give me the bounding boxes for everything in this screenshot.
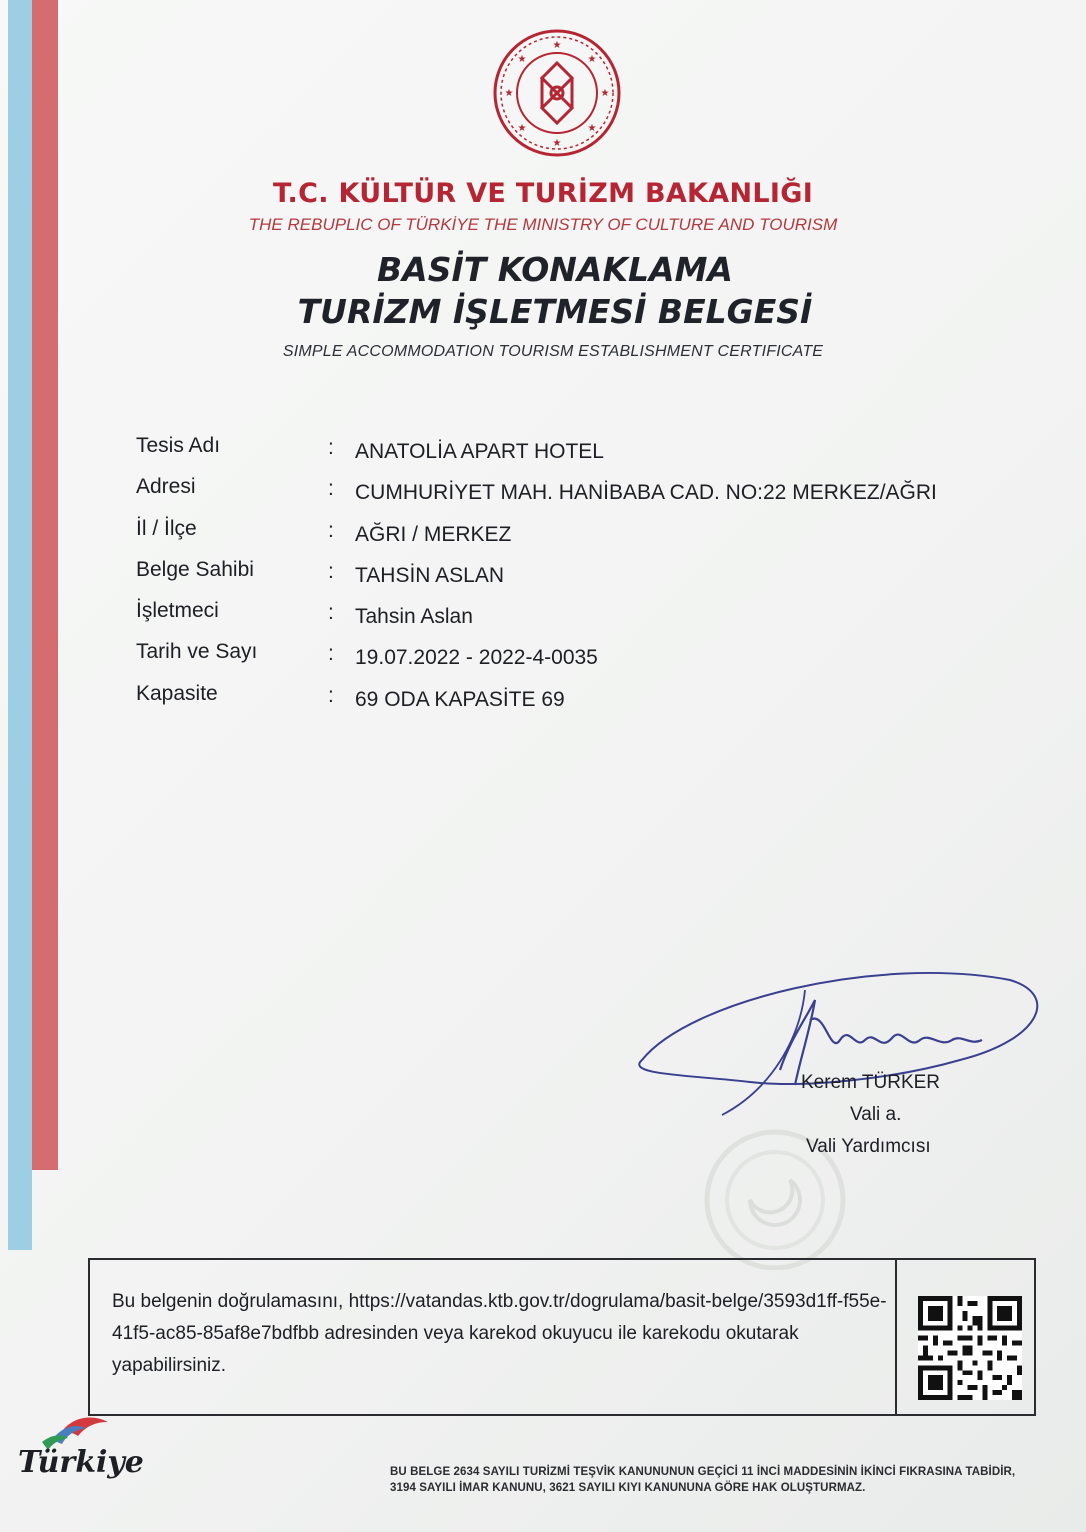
field-colon: : [328,601,334,625]
field-value: TAHSİN ASLAN [355,563,504,587]
field-row-date-number [136,640,1036,681]
certificate-fields [136,434,1036,723]
field-label: Tesis Adı [136,434,221,457]
field-row-operator [136,599,1036,640]
signatory-on-behalf: Vali a. [850,1104,902,1125]
field-value: CUMHURİYET MAH. HANİBABA CAD. NO:22 MERKEZ/AĞRI [355,481,937,505]
certificate-title-line1: BASİT KONAKLAMA [377,250,733,289]
svg-text:★: ★ [587,123,597,134]
field-colon: : [328,477,334,501]
field-value: Tahsin Aslan [355,605,473,629]
field-row-capacity [136,682,1036,723]
certificate-title-en: SIMPLE ACCOMMODATION TOURISM ESTABLISHMENT CERTIFICATE [282,343,824,360]
ministry-name-tr: T.C. KÜLTÜR VE TURİZM BAKANLIĞI [272,178,814,209]
field-row-certificate-holder [136,558,1036,599]
ministry-emblem-icon [492,28,622,158]
svg-text:★: ★ [552,138,562,149]
svg-text:Türkiye: Türkiye [18,1445,144,1480]
field-value: AĞRI / MERKEZ [355,522,512,546]
field-row-facility-name [136,434,1036,475]
svg-text:★: ★ [517,123,527,134]
field-colon: : [328,436,334,459]
verification-box [88,1258,1036,1416]
svg-text:★: ★ [504,88,514,99]
svg-text:★: ★ [552,40,562,51]
signatory-name: Kerem TÜRKER [801,1072,941,1093]
field-label: Belge Sahibi [136,557,254,581]
red-ribbon-stripe [32,0,58,1170]
signatory-title: Vali Yardımcısı [806,1136,931,1157]
field-colon: : [328,683,334,707]
ministry-name-en: THE REBUPLIC OF TÜRKİYE THE MINISTRY OF CULTURE AND TOURISM [248,215,838,234]
field-colon: : [328,559,334,583]
field-row-province-district [136,517,1036,558]
field-label: İl / İlçe [136,516,197,540]
field-label: Kapasite [136,681,218,705]
svg-text:★: ★ [517,54,527,65]
field-colon: : [328,642,334,666]
certificate-title-line2: TURİZM İŞLETMESİ BELGESİ [297,292,813,331]
field-label: İşletmeci [136,599,219,623]
svg-text:★: ★ [600,88,610,99]
field-value: 19.07.2022 - 2022-4-0035 [355,646,598,670]
qr-code-icon[interactable] [918,1296,1022,1400]
field-label: Adresi [136,475,196,499]
field-row-address [136,475,1036,516]
field-colon: : [328,518,334,542]
verification-text: Bu belgenin doğrulamasını, https://vatandas.ktb.gov.tr/dogrulama/basit-belge/3593d1ff-f55e-41f5-ac85-85af8e7bdfbb adresinden veya karekod okuyucu ile karekodu okutarak yapabilirsiniz. [112,1291,887,1376]
field-label: Tarih ve Sayı [136,640,258,664]
legal-footer-note: BU BELGE 2634 SAYILI TURİZMİ TEŞVİK KANUNUNUN GEÇİCİ 11 İNCİ MADDESİNİN İKİNCİ FIKRASINA TABİDİR, 3194 SAYILI İMAR KANUNU, 3621 SAYILI KIYI KANUNUNA GÖRE HAK OLUŞTURMAZ. [390,1466,1016,1494]
signature-icon [630,960,1050,1130]
field-value: 69 ODA KAPASİTE 69 [355,687,565,711]
svg-text:★: ★ [587,54,597,65]
field-value: ANATOLİA APART HOTEL [355,440,604,463]
turkiye-brand-logo-icon [12,1412,162,1492]
verification-divider [895,1260,897,1414]
